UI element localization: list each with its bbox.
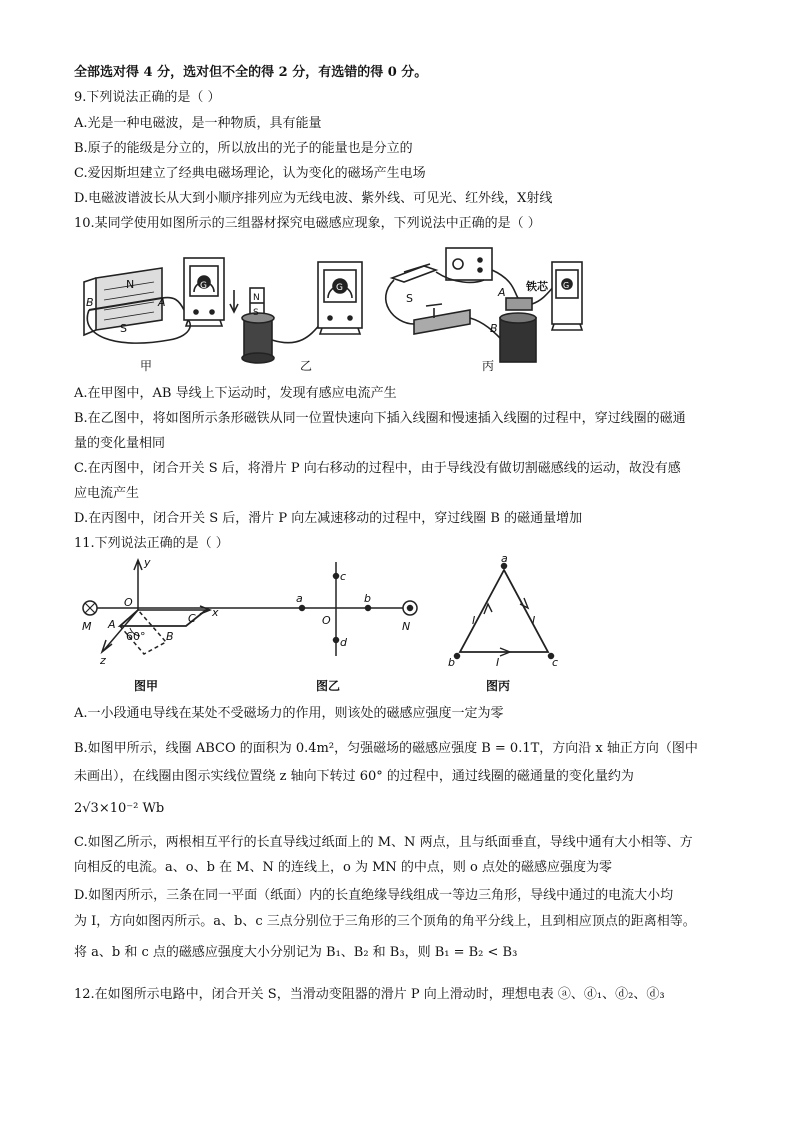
fig-bing-label-core: 铁芯 [526, 280, 548, 293]
q10-option-b-line2: 量的变化量相同 [74, 436, 166, 451]
fig-caption-yi: 图乙 [316, 679, 341, 693]
fig-bing-label-b: B [490, 322, 498, 335]
fig-bing-label-switch: S [406, 292, 413, 305]
q9-option-a: A.光是一种电磁波，是一种物质，具有能量 [74, 116, 322, 131]
q12-stem-line [74, 986, 665, 1004]
q9-stem: 9.下列说法正确的是（ ） [74, 90, 221, 105]
fig-bing-label-b: b [448, 656, 455, 669]
q11-option-b-line3: 2√3×10⁻² Wb [74, 801, 165, 816]
fig-caption-yi: 乙 [300, 359, 313, 373]
fig-yi-label-g: G [336, 283, 343, 293]
fig-bing-galvanometer [552, 262, 582, 330]
q9-option-c: C.爱因斯坦建立了经典电磁场理论，认为变化的磁场产生电场 [74, 166, 426, 181]
instruction-text: 全部选对得 4 分，选对但不全的得 2 分，有选错的得 0 分。 [74, 65, 428, 80]
fig-jia-axes [102, 560, 210, 654]
fig-jia-label-o: O [124, 596, 133, 609]
q11-stem: 11.下列说法正确的是（ ） [74, 536, 229, 551]
q11-option-c-line2: 向相反的电流。a、o、b 在 M、N 的连线上，o 为 MN 的中点，则 o 点处的磁感应强度为零 [74, 860, 612, 875]
fig-jia-label-a: A [158, 296, 166, 309]
fig-jia-label-s: S [120, 322, 127, 335]
fig-yi-galvanometer [318, 262, 362, 334]
fig-yi-apparatus [230, 288, 324, 363]
q10-figure [74, 240, 584, 376]
fig-jia-label-x: x [212, 606, 219, 619]
fig-caption-bing: 丙 [482, 359, 495, 373]
meter-v1-icon: ⓓ₁ [583, 987, 603, 1002]
fig-jia-label-a: A [108, 618, 116, 631]
fig-jia-apparatus [84, 268, 190, 343]
fig-bing-label-c: c [552, 656, 559, 669]
fig-caption-jia: 图甲 [134, 679, 159, 693]
q11-option-b-line1: B.如图甲所示，线圈 ABCO 的面积为 0.4m²，匀强磁场的磁感应强度 B = 0.1T，方向沿 x 轴正方向（图中 [74, 741, 698, 756]
fig-jia-label-b: B [166, 630, 174, 643]
q12-sep-3: 、 [633, 987, 647, 1002]
q10-option-b-line1: B.在乙图中，将如图所示条形磁铁从同一位置快速向下插入线圈和慢速插入线圈的过程中，穿过线圈的磁通 [74, 411, 686, 426]
meter-a-icon: ⓐ [557, 987, 571, 1002]
fig-yi-label-b: b [364, 592, 371, 605]
fig-caption-jia: 甲 [140, 359, 153, 373]
q11-option-c-line1: C.如图乙所示，两根相互平行的长直导线过纸面上的 M、N 两点，且与纸面垂直，导线中通有大小相等、方 [74, 835, 693, 850]
q10-option-c-line2: 应电流产生 [74, 486, 140, 501]
fig-yi-label-n: N [402, 620, 411, 633]
q9-option-d: D.电磁波谱波长从大到小顺序排列应为无线电波、紫外线、可见光、红外线，X射线 [74, 191, 553, 206]
fig-jia-label-angle: 60° [126, 630, 146, 643]
fig-jia-label-g: G [200, 281, 207, 291]
q12-stem: 12.在如图所示电路中，闭合开关 S，当滑动变阻器的滑片 P 向上滑动时，理想电表 [74, 987, 558, 1002]
q12-sep-1: 、 [570, 987, 584, 1002]
fig-yi-label-n: N [253, 293, 260, 303]
q10-option-c-line1: C.在丙图中，闭合开关 S 后，将滑片 P 向右移动的过程中，由于导线没有做切割磁感线的运动，故没有感 [74, 461, 681, 476]
fig-caption-bing: 图丙 [486, 679, 511, 693]
fig-yi-label-c: c [340, 570, 347, 583]
meter-v3-icon: ⓓ₃ [646, 987, 665, 1002]
fig-jia-label-b: B [86, 296, 94, 309]
fig-yi-label-a: a [296, 592, 303, 605]
fig-yi-label-d: d [340, 636, 347, 649]
q11-option-b-line2: 未画出），在线圈由图示实线位置绕 z 轴向下转过 60° 的过程中，通过线圈的磁通量的变化量约为 [74, 769, 634, 784]
fig-bing-label-a: a [501, 556, 508, 565]
q10-option-d: D.在丙图中，闭合开关 S 后，滑片 P 向左减速移动的过程中，穿过线圈 B 的磁通量增加 [74, 511, 583, 526]
fig-yi-label-o: O [322, 614, 331, 627]
q12-sep-2: 、 [602, 987, 616, 1002]
fig-bing-label-i-right: I [532, 614, 536, 627]
fig-yi-label-m: M [82, 620, 92, 633]
fig-bing-label-g: G [563, 281, 570, 290]
fig-bing-label-i-left: I [472, 614, 476, 627]
q9-option-b: B.原子的能级是分立的，所以放出的光子的能量也是分立的 [74, 141, 413, 156]
q11-option-d-line3: 将 a、b 和 c 点的磁感应强度大小分别记为 B₁、B₂ 和 B₃，则 B₁ = B₂ < B₃ [74, 945, 518, 960]
q11-option-a: A.一小段通电导线在某处不受磁场力的作用，则该处的磁感应强度一定为零 [74, 706, 504, 721]
fig-bing-label-i-bottom: I [496, 656, 500, 669]
fig-jia-label-z: z [100, 654, 106, 667]
q10-option-a: A.在甲图中，AB 导线上下运动时，发现有感应电流产生 [74, 386, 397, 401]
q11-figure [74, 556, 584, 696]
fig-bing-apparatus [386, 248, 556, 362]
q10-stem: 10.某同学使用如图所示的三组器材探究电磁感应现象，下列说法中正确的是（ ） [74, 216, 541, 231]
q11-option-d-line1: D.如图丙所示，三条在同一平面（纸面）内的长直绝缘导线组成一等边三角形，导线中通过的电流大小均 [74, 888, 674, 903]
q11-option-d-line2: 为 I，方向如图丙所示。a、b、c 三点分别位于三角形的三个顶角的角平分线上，且到相应顶点的距离相等。 [74, 914, 696, 929]
fig-bing-triangle [455, 564, 554, 659]
fig-jia-label-c: C [188, 612, 196, 625]
fig-yi-label-s: S [253, 308, 259, 318]
fig-bing-label-a: A [498, 286, 506, 299]
fig-jia-label-n: N [126, 278, 135, 291]
meter-v2-icon: ⓓ₂ [615, 987, 634, 1002]
fig-jia-galvanometer [184, 258, 224, 326]
fig-jia-label-y: y [144, 556, 151, 569]
